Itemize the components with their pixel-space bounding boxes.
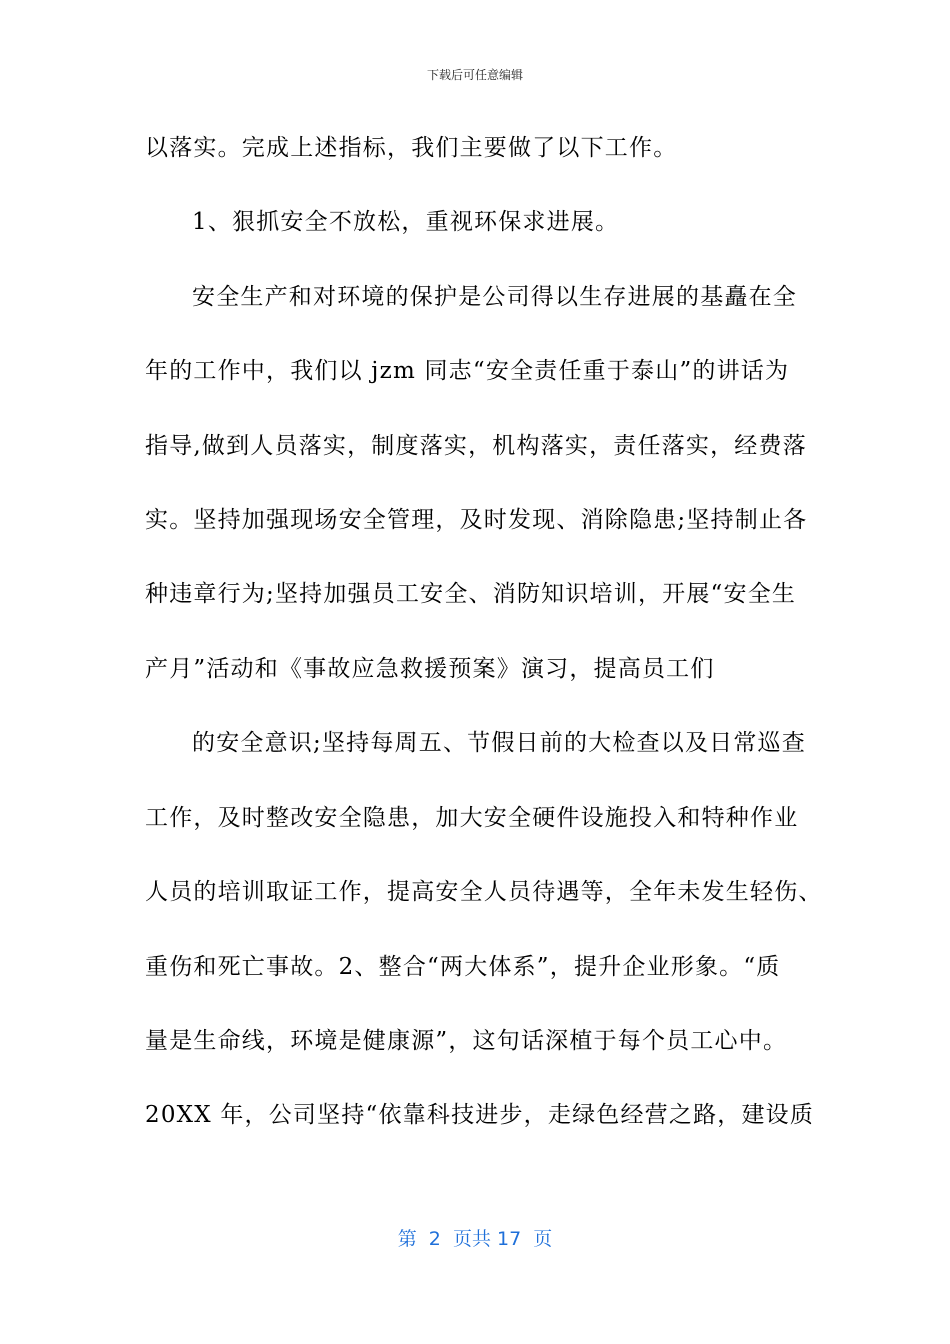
body-line-section-heading: 1、狠抓安全不放松，重视环保求进展。 xyxy=(192,209,620,235)
body-line: 安全生产和对环境的保护是公司得以生存进展的基矗在全 xyxy=(192,284,797,310)
body-line: 实。坚持加强现场安全管理，及时发现、消除隐患;坚持制止各 xyxy=(145,507,808,533)
body-line: 重伤和死亡事故。2、整合“两大体系”，提升企业形象。“质 xyxy=(145,954,781,980)
body-line: 人员的培训取证工作，提高安全人员待遇等，全年未发生轻伤、 xyxy=(145,879,823,905)
body-line: 工作，及时整改安全隐患，加大安全硬件设施投入和特种作业 xyxy=(145,805,799,831)
body-line: 指导,做到人员落实，制度落实，机构落实，责任落实，经费落 xyxy=(145,433,807,459)
body-line: 种违章行为;坚持加强员工安全、消防知识培训，开展“安全生 xyxy=(145,581,797,607)
body-line: 以落实。完成上述指标，我们主要做了以下工作。 xyxy=(145,135,678,161)
page-number-footer: 第 2 页共 17 页 xyxy=(397,1228,553,1250)
body-line: 年的工作中，我们以 jzm 同志“安全责任重于泰山”的讲话为 xyxy=(145,358,790,384)
body-line: 20XX 年，公司坚持“依靠科技进步，走绿色经营之路，建设质 xyxy=(145,1102,815,1128)
body-line: 产月”活动和《事故应急救援预案》演习，提高员工们 xyxy=(145,656,715,682)
body-line: 量是生命线，环境是健康源”，这句话深植于每个员工心中。 xyxy=(145,1028,788,1054)
header-note: 下载后可任意编辑 xyxy=(426,68,523,82)
body-line: 的安全意识;坚持每周五、节假日前的大检查以及日常巡查 xyxy=(192,730,806,756)
